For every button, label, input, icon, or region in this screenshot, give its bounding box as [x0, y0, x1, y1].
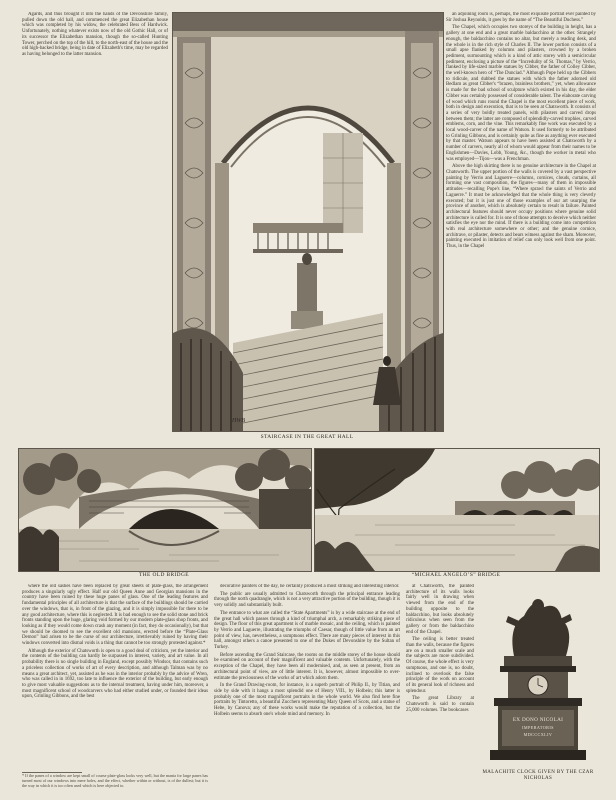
paragraph: Although the exterior of Chatsworth is open to a good deal of criticism, yet the interior and the contents of the building can hardly be surpassed in interest, variety, and art value. In all probability there is no single building in England, except possibly Windsor, that contains such a priceless collection of works of art of every description, and although Talman was by no means a great architect, yet, assisted as he was in the interior probably by the advice of Wren, who was called in in 1692, too late to influence the exterior of the building, but early enough to give most valuable suggestions as to the internal treatment, having under him, moreover, a most magnificent school of woodcarvers who had either studied under, or founded their ideas upon, Grinling Gibbons, and the best: [22, 648, 208, 700]
plinth-line-1: EX DONO NICOLAI: [512, 717, 564, 723]
paragraph: Agards, and thus brought it into the hands of the Devonshire family, pulled down the old hall, and commenced the great Elizabethan house which was completed by his widow, the celebrated Bess of Hardwick. Unfortunately, nothing whatever exists now of the old Gothic Hall, or of its successor the Elizabethan mansion, though the so-called Hunting Tower, perched on the top of the hill, to the north-east of the house and the old high-backed bridge, being in date of Elizabeth's time, may be regarded as having belonged to the latter mansion.: [22, 12, 168, 57]
caption-angelo-bridge: “MICHAEL ANGELO’S” BRIDGE: [411, 572, 501, 578]
plinth-line-2: IMPERATORIS: [522, 725, 554, 730]
malachite-clock-illustration: [478, 586, 598, 766]
article-column-right: [446, 12, 596, 444]
paragraph: where the old sashes have been replaced by great sheets of plate-glass, the arrangement produces a singularly ugly effect. Half our old Queen Anne and Georgian mansions in the country have been ruined by these huge panes of glass. One of the leading features and fundamental principles of all architecture is that the surface of the buildings should be carried over the windows, that is, in front of the glazing, and it is simply impossible for there to be any good architecture, where this is neglected. It is bad enough to see the solid stone and brick fronts standing upon the huge, glaring void formed by our modern plate-glass shop fronts, and looking as if they would come down crash any moment (in fact, they do occasionally), but that we should be doomed to see the excellent old mansions, erected before the “Plate-Glass Demon” had arisen to be the curse of our architecture, irretrievably ruined by having their windows converted into dismal voids is a thing that cannot be too strongly protested against.*: [22, 584, 208, 647]
caption-clock: [476, 770, 600, 782]
article-column-bottom-3: [406, 584, 474, 786]
paragraph: The public are usually admitted to Chatsworth through the principal entrance leading through the north quadrangle, which is not a very attractive portion of the building, though it is very solidly and substantially built.: [214, 591, 400, 609]
angelo-bridge-engraving: [315, 449, 599, 571]
paragraph: decorative painters of the day, he certainly produced a most striking and interesting interior.: [220, 584, 400, 589]
paragraph: In the Grand Drawing-room, for instance, is a superb portrait of Philip II., by Titian, and side by side with it hangs a most splendid one of Henry VIII., by Holbein; this latter is probably one of the most magnificent portraits in the whole world. We also find here fine portraits by Tintoretto, a beautiful Zucchero representing Mary Queen of Scots, and a statue of Hebe, by Canova; any of these works would make the reputation of a collection, but the Holbein seems to absorb one's whole mind and memory. In: [214, 683, 400, 717]
article-column-left: [22, 12, 168, 444]
angelo-bridge-illustration: [314, 448, 600, 572]
staircase-illustration: [172, 12, 444, 432]
caption-clock-text: MALACHITE CLOCK GIVEN BY THE CZAR NICHOLAS: [482, 770, 594, 781]
plinth-line-3: MDCCCXLIV: [523, 732, 553, 737]
paragraph: Above the high skirting there is no genuine architecture in the Chapel at Chatsworth. The upper portion of the walls is covered by a vast perspective painting by Verrio and Laguerre—columns, cornices, clouds, curtains, all forming one vast composition, the figures—many of them in impossible attitudes—recalling Pope's line, “Where sprawl the saints of Verrio and Laguerre.” It must be acknowledged that the whole thing is very cleverly executed; but it is just one of those examples of our art usurping the province of another, which is absolutely certain to result in failure. Painted architectural features should never occupy positions where genuine solid architecture is called for. It is one of those attempts to deceive which neither satisfies the eye nor the mind. If there is a building come into competition with real architecture somewhere or other; and the genuine cornice, architrave, or pilaster, detects and bears witness against the sham. Moreover, painting executed in imitation of relief can only look well from one point. Thus, in the Chapel: [446, 164, 596, 250]
staircase-engraving: [173, 13, 443, 431]
paragraph: The great Library at Chatsworth is said to contain 25,000 volumes. The bookcases: [406, 696, 474, 713]
article-column-bottom-2: [214, 584, 400, 786]
artist-signature: HWB: [232, 418, 245, 424]
old-bridge-engraving: [19, 449, 311, 571]
caption-staircase: STAIRCASE IN THE GREAT HALL: [260, 434, 354, 440]
paragraph: Before ascending the Grand Staircase, the rooms on the middle storey of the house should be examined on account of their magnificent and valuable contents. Unfortunately, with the exception of the Chapel, they have been all modernised, and, as seen at present, from an architectural point of view, are of little interest. It is, however, almost impossible to over-estimate the preciousness of the works of art which adorn them.: [214, 652, 400, 681]
article-column-bottom-1: [22, 584, 208, 768]
paragraph: The Chapel, which occupies two storeys of the building in height, has a gallery at one end and a great marble baldacchino at the other. Strangely enough, the baldacchino contains no altar, but merely a reading desk, and the whole is in the rich style of Charles II. The lower portion consists of a small apse flanked by columns and pilasters, crowned by a broken pediment, surmounting which is a kind of attic storey with a semicircular pediment, enclosing a picture of the “Incredulity of St. Thomas,” by Verrio, flanked by life-sized marble statues by Cibber, the father of Colley Cibber, the well-known hero of “The Dunciad.” Although Pope held up the Cibbers to ridicule, and dubbed the statues with which the father adorned old Bedlam as great Cibber's “brazen, brainless brothers,” yet, when allowance is made for the bad school of sculpture which existed in his day, the elder Cibber was certainly possessed of considerable talent. The elaborate carving of wood which runs round the Chapel is the most excellent piece of work, both in design and execution, that is to be seen at Chatsworth. It consists of a series of very boldly treated panels, with pilasters and carved drops between them; the latter are composed of splendidly-carved trophies, carved emblems, corn, and the vine. This remarkably fine work was executed by a local wood-carver of the name of Watson. It used formerly to be attributed to Grinling Gibbons, and is certainly quite as fine as anything ever executed by that master. Watson appears to have been assisted at Chatsworth by a number of carvers, nearly all of whom would appear from their names to be Englishmen—Davies, Lobb, Young, &c., though the worker in metal who was employed—Tijou—was a Frenchman.: [446, 25, 596, 162]
paragraph: an adjoining room is, perhaps, the most exquisite portrait ever painted by Sir Joshua Reynolds, it goes by the name of “The Beautiful Duchess.”: [446, 12, 596, 23]
paragraph: The ceiling is better treated than the walls, because the figures are on a much smaller scale and the subjects are more subdivided. Of course, the whole effect is very sumptuous, and one is, no doubt, inclined to overlook the false principle of the work on account of its general look of richness and splendour.: [406, 637, 474, 694]
old-bridge-illustration: [18, 448, 312, 572]
caption-old-bridge: THE OLD BRIDGE: [139, 572, 189, 578]
clock-plinth-inscription: [502, 710, 574, 746]
footnote: * If the panes of a window are kept small of course plate-glass looks very well, but the mania for large panes has turned most of our windows into mere holes, and the effect, whether within or without, is of the dullest; but it is the way in which it is too often used which is here objected to.: [22, 773, 208, 788]
paragraph: at Chatsworth, the painted architecture of its walls looks fairly well in drawing when viewed from the end of the building opposite to the baldacchino, but looks absolutely ridiculous when seen from the gallery or from the baldacchino end of the Chapel.: [406, 584, 474, 635]
paragraph: The entrance to what are called the “State Apartments” is by a wide staircase at the end of the great hall which passes through a kind of triumphal arch, a remarkably striking piece of design. The floor of this great apartment is of marble mosaic, and the ceiling, which is painted by Verrio and Laguerre, illustrating the triumphs of Caesar, though of little value from an art point of view, has, nevertheless, a sumptuous effect. There are many pieces of interest in this hall, amongst others a canoe presented to one of the Dukes of Devonshire by the Sultan of Turkey.: [214, 610, 400, 651]
